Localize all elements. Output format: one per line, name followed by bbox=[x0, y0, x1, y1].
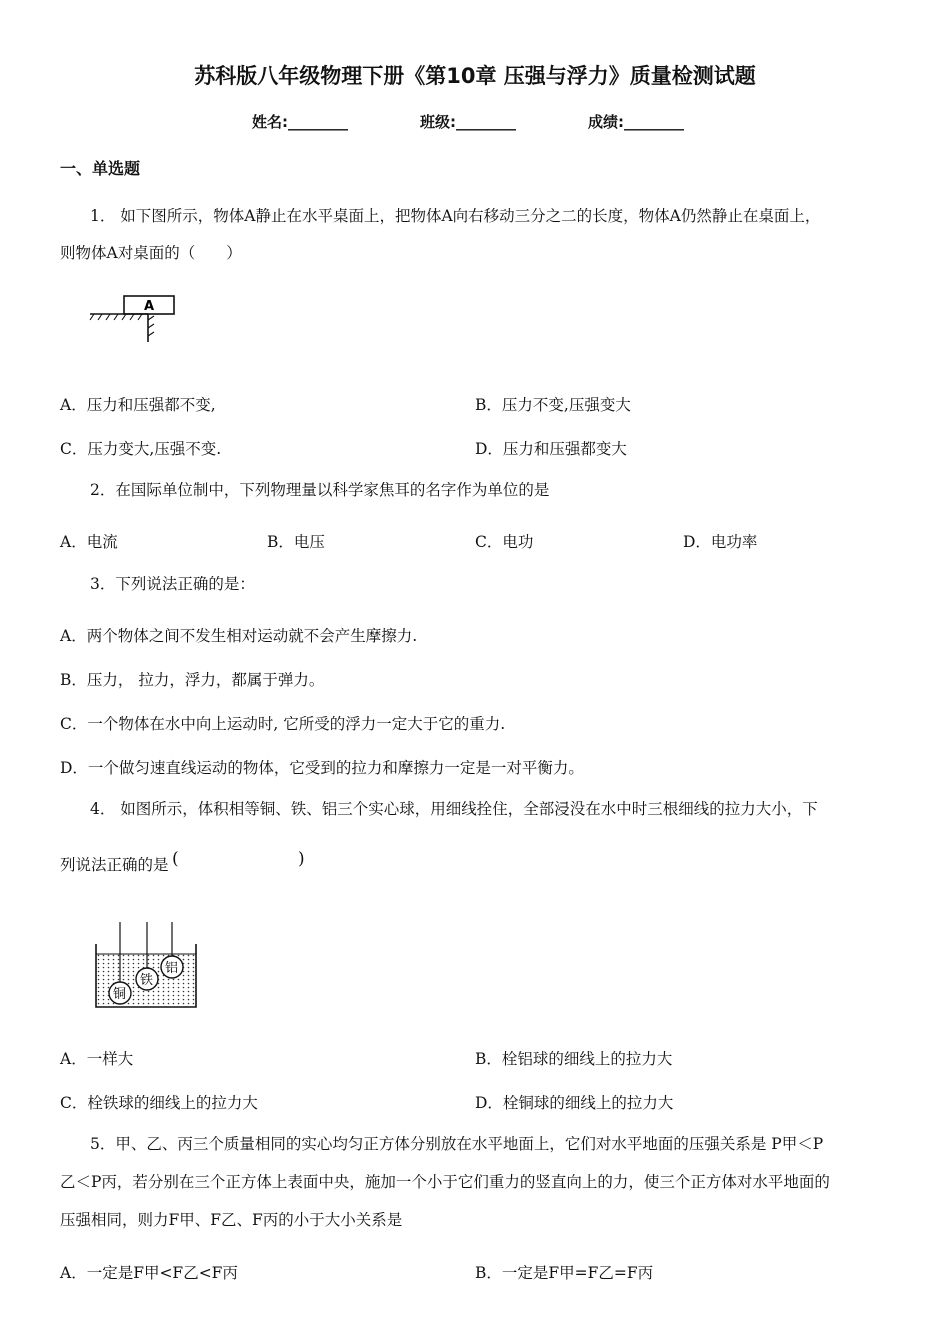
ball-label-iron: 铁 bbox=[140, 973, 154, 988]
name-field-label: 姓名:________ bbox=[252, 113, 348, 131]
table-hatching bbox=[90, 314, 154, 336]
q2-option-a: A．电流 bbox=[60, 533, 118, 551]
ball-label-aluminum: 铝 bbox=[165, 961, 179, 976]
q2-option-b: B．电压 bbox=[267, 533, 325, 551]
q1-option-d: D．压力和压强都变大 bbox=[475, 440, 627, 458]
q1-option-c: C．压力变大,压强不变. bbox=[60, 440, 222, 458]
q2-option-d: D．电功率 bbox=[683, 533, 758, 551]
class-field-label: 班级:________ bbox=[420, 113, 516, 131]
q1-option-b: B．压力不变,压强变大 bbox=[475, 396, 631, 414]
question-4-stem-line1: 4． 如图所示，体积相等铜、铁、铝三个实心球，用细线拴住，全部浸没在水中时三根细线的拉力大小，下 bbox=[90, 800, 818, 818]
q2-option-c: C．电功 bbox=[475, 533, 534, 551]
q4-open-bracket: ( bbox=[172, 849, 179, 869]
q3-option-b: B．压力， 拉力，浮力，都属于弹力。 bbox=[60, 671, 325, 689]
q3-option-c: C．一个物体在水中向上运动时, 它所受的浮力一定大于它的重力. bbox=[60, 715, 506, 733]
question-5-stem-line3: 压强相同，则力F甲、F乙、F丙的小于大小关系是 bbox=[60, 1211, 403, 1229]
q4-option-a: A．一样大 bbox=[60, 1050, 134, 1068]
q5-option-a: A．一定是F甲<F乙<F丙 bbox=[60, 1264, 238, 1282]
question-1-stem-line2: 则物体A对桌面的（ ） bbox=[60, 244, 242, 262]
block-a-label: A bbox=[144, 299, 155, 314]
section-heading: 一、单选题 bbox=[60, 159, 141, 178]
q4-option-b: B．栓铝球的细线上的拉力大 bbox=[475, 1050, 673, 1068]
question-4-stem-line2: 列说法正确的是 bbox=[60, 856, 169, 874]
question-1-stem-line1: 1． 如下图所示，物体A静止在水平桌面上，把物体A向右移动三分之二的长度，物体A仍然静止在桌面上， bbox=[90, 207, 821, 225]
q5-option-b: B．一定是F甲=F乙=F丙 bbox=[475, 1264, 654, 1282]
question-1-figure bbox=[88, 290, 188, 345]
question-5-stem-line1: 5．甲、乙、丙三个质量相同的实心均匀正方体分别放在水平地面上，它们对水平地面的压强关系是 P甲＜P bbox=[90, 1135, 824, 1153]
q3-option-a: A．两个物体之间不发生相对运动就不会产生摩擦力. bbox=[60, 627, 418, 645]
q1-option-a: A．压力和压强都不变, bbox=[60, 396, 216, 414]
ball-label-copper: 铜 bbox=[113, 987, 127, 1002]
question-3-stem: 3．下列说法正确的是： bbox=[90, 575, 255, 593]
q4-close-bracket: ) bbox=[298, 849, 305, 869]
question-2-stem: 2．在国际单位制中，下列物理量以科学家焦耳的名字作为单位的是 bbox=[90, 481, 550, 499]
page-title: 苏科版八年级物理下册《第10章 压强与浮力》质量检测试题 bbox=[194, 64, 756, 88]
question-4-figure bbox=[92, 918, 200, 1010]
q4-option-d: D．栓铜球的细线上的拉力大 bbox=[475, 1094, 674, 1112]
question-5-stem-line2: 乙＜P丙，若分别在三个正方体上表面中央，施加一个小于它们重力的竖直向上的力，使三个正方体对水平地面的 bbox=[60, 1173, 830, 1191]
q3-option-d: D．一个做匀速直线运动的物体，它受到的拉力和摩擦力一定是一对平衡力。 bbox=[60, 759, 584, 777]
q4-option-c: C．栓铁球的细线上的拉力大 bbox=[60, 1094, 258, 1112]
score-field-label: 成绩:________ bbox=[588, 113, 684, 131]
